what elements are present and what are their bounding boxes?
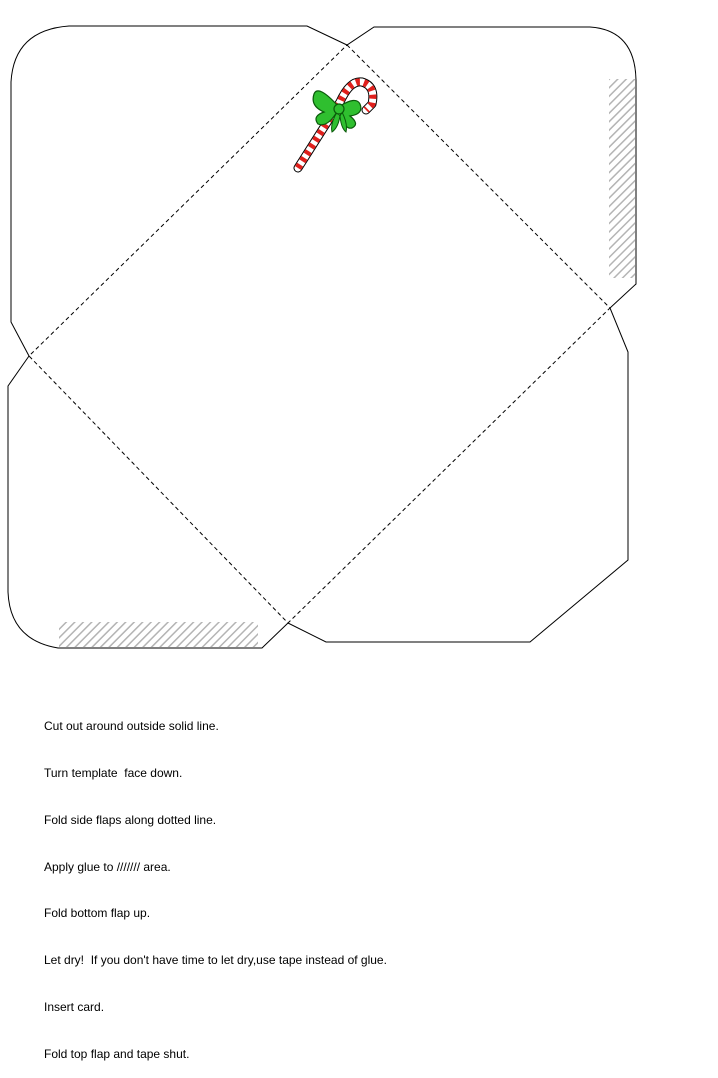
instruction-line: Let dry! If you don't have time to let dry,use tape instead of glue. xyxy=(44,953,387,968)
instruction-line: Apply glue to /////// area. xyxy=(44,859,171,874)
instruction-line: Fold bottom flap up. xyxy=(44,906,151,921)
instruction-line: Fold top flap and tape shut. xyxy=(44,1046,190,1061)
instructions-list xyxy=(44,688,387,1078)
glue-area-right-flap xyxy=(609,79,635,278)
instruction-line: Fold side flaps along dotted line. xyxy=(44,812,217,827)
instruction-line: Cut out around outside solid line. xyxy=(44,719,219,734)
instruction-line: Insert card. xyxy=(44,999,105,1014)
candy-cane-with-bow-icon xyxy=(298,82,373,168)
glue-area-bottom-flap xyxy=(59,622,258,647)
instruction-line: Turn template face down. xyxy=(44,765,183,780)
